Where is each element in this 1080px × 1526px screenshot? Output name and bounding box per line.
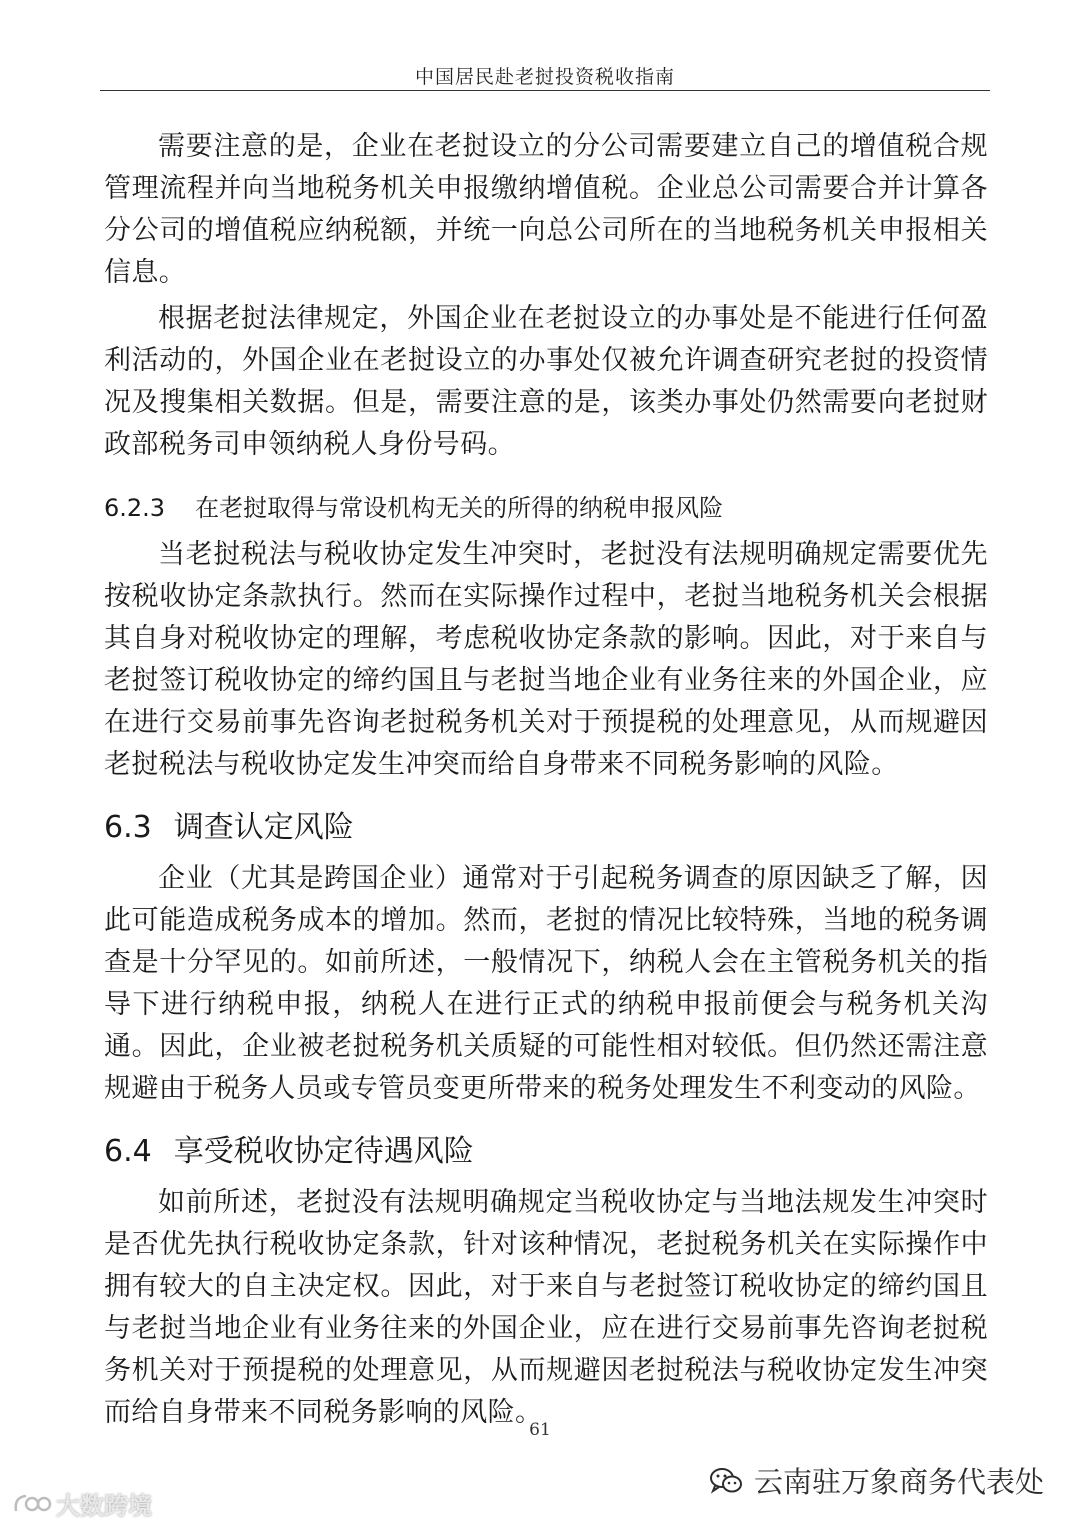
section-title: 享受税收协定待遇风险 — [173, 1134, 474, 1169]
watermark-right-text: 云南驻万象商务代表处 — [753, 1465, 1044, 1499]
section-title: 在老挝取得与常设机构无关的所得的纳税申报风险 — [195, 494, 724, 522]
page-header: 中国居民赴老挝投资税收指南 — [100, 62, 990, 91]
section-number: 6.4 — [104, 1134, 152, 1169]
section-heading-6-4 — [104, 1130, 988, 1174]
section-number: 6.3 — [104, 810, 152, 845]
body-paragraph: 根据老挝法律规定，外国企业在老挝设立的办事处是不能进行任何盈利活动的，外国企业在老挝设立的办事处仅被允许调查研究老挝的投资情况及搜集相关数据。但是，需要注意的是，该类办事处仍然需要向老挝财政部税务司申领纳税人身份号码。 — [104, 303, 988, 460]
watermark-left-text: 大数跨境 — [56, 1492, 152, 1520]
section-heading-6-2-3 — [104, 488, 988, 528]
body-paragraph: 当老挝税法与税收协定发生冲突时，老挝没有法规明确规定需要优先按税收协定条款执行。然而在实际操作过程中，老挝当地税务机关会根据其自身对税收协定的理解，考虑税收协定条款的影响。因此，对于来自与老挝签订税收协定的缔约国且与老挝当地企业有业务往来的外国企业，应在进行交易前事先咨询老挝税务机关对于预提税的处理意见，从而规避因老挝税法与税收协定发生冲突而给自身带来不同税务影响的风险。 — [104, 539, 988, 780]
dashukj-logo-icon — [12, 1491, 52, 1517]
body-paragraph: 如前所述，老挝没有法规明确规定当税收协定与当地法规发生冲突时是否优先执行税收协定条款，针对该种情况，老挝税务机关在实际操作中拥有较大的自主决定权。因此，对于来自与老挝签订税收协定的缔约国且与老挝当地企业有业务往来的外国企业，应在进行交易前事先咨询老挝税务机关对于预提税的处理意见，从而规避因老挝税法与税收协定发生冲突而给自身带来不同税务影响的风险。 — [104, 1187, 988, 1428]
body-paragraph: 需要注意的是，企业在老挝设立的分公司需要建立自己的增值税合规管理流程并向当地税务机关申报缴纳增值税。企业总公司需要合并计算各分公司的增值税应纳税额，并统一向总公司所在的当地税务机关申报相关信息。 — [104, 131, 988, 288]
watermark-right — [708, 1460, 1044, 1501]
section-title: 调查认定风险 — [173, 810, 354, 845]
body-paragraph: 企业（尤其是跨国企业）通常对于引起税务调查的原因缺乏了解，因此可能造成税务成本的增加。然而，老挝的情况比较特殊，当地的税务调查是十分罕见的。如前所述，一般情况下，纳税人会在主管税务机关的指导下进行纳税申报，纳税人在进行正式的纳税申报前便会与税务机关沟通。因此，企业被老挝税务机关质疑的可能性相对较低。但仍然还需注意规避由于税务人员或专管员变更所带来的税务处理发生不利变动的风险。 — [104, 863, 988, 1104]
section-number: 6.2.3 — [104, 494, 166, 522]
watermark-left — [12, 1486, 152, 1521]
document-body — [104, 126, 988, 1434]
page-number: 61 — [529, 1420, 551, 1440]
section-heading-6-3 — [104, 806, 988, 850]
wechat-icon — [708, 1465, 744, 1497]
